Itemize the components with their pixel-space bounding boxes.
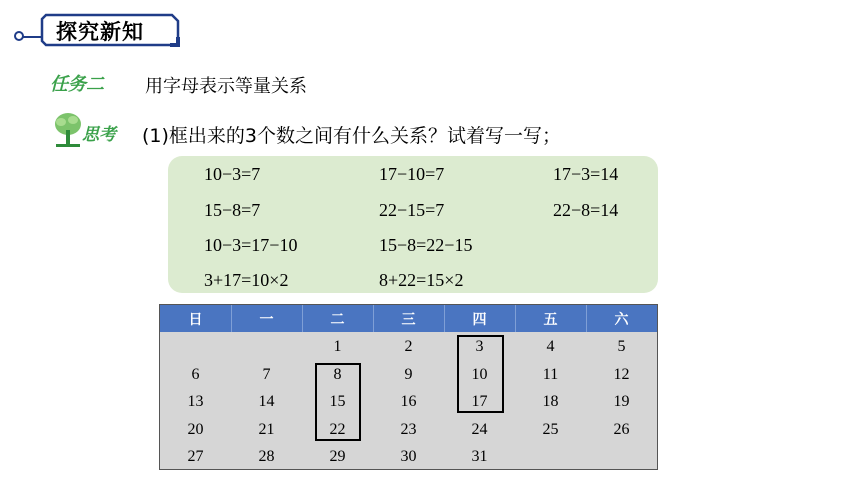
calendar-day: 30 — [400, 448, 417, 465]
calendar-day: 21 — [258, 421, 275, 438]
calendar-day: 13 — [187, 393, 204, 410]
selection-frame-thursday — [457, 335, 504, 413]
calendar-day: 14 — [258, 393, 275, 410]
equation: 8+22=15×2 — [379, 270, 464, 290]
calendar-day: 17 — [471, 393, 488, 410]
task-title: 用字母表示等量关系 — [145, 76, 307, 97]
equation: 15−8=7 — [204, 200, 261, 220]
calendar-day: 28 — [258, 448, 275, 465]
weekday-header: 五 — [543, 312, 558, 328]
calendar-day: 6 — [191, 366, 200, 383]
calendar-day: 23 — [400, 421, 417, 438]
equation: 22−8=14 — [553, 200, 619, 220]
equation: 3+17=10×2 — [204, 270, 289, 290]
question-text: (1)框出来的3个数之间有什么关系？试着写一写； — [142, 125, 562, 147]
calendar-day: 7 — [262, 366, 271, 383]
calendar-day: 15 — [329, 393, 346, 410]
calendar-day: 4 — [546, 338, 555, 355]
calendar-day: 31 — [471, 448, 488, 465]
equation: 10−3=7 — [204, 164, 261, 184]
weekday-header: 三 — [401, 312, 416, 328]
calendar-day: 3 — [475, 338, 484, 355]
weekday-header: 六 — [614, 312, 629, 328]
calendar-day: 10 — [471, 366, 488, 383]
equation: 17−10=7 — [379, 164, 445, 184]
equation: 15−8=22−15 — [379, 235, 473, 255]
think-label: 思考 — [82, 125, 116, 145]
calendar-day: 29 — [329, 448, 346, 465]
selection-frame-tuesday — [315, 363, 361, 441]
calendar-day: 20 — [187, 421, 204, 438]
weekday-header: 一 — [259, 312, 274, 328]
calendar-day: 18 — [542, 393, 559, 410]
calendar-day: 19 — [613, 393, 630, 410]
equation: 22−15=7 — [379, 200, 445, 220]
calendar-day: 26 — [613, 421, 630, 438]
calendar-day: 2 — [404, 338, 413, 355]
calendar-table — [159, 304, 658, 470]
calendar-day: 24 — [471, 421, 488, 438]
equation: 10−3=17−10 — [204, 235, 298, 255]
calendar-day: 5 — [617, 338, 626, 355]
calendar-day: 11 — [542, 366, 559, 383]
task-label: 任务二 — [50, 74, 104, 95]
calendar-day: 25 — [542, 421, 559, 438]
calendar-day: 22 — [329, 421, 346, 438]
section-title: 探究新知 — [56, 20, 144, 44]
header-dot-icon — [14, 31, 24, 41]
calendar-day: 1 — [333, 338, 342, 355]
calendar-day: 9 — [404, 366, 413, 383]
calendar-day: 12 — [613, 366, 630, 383]
weekday-header: 四 — [472, 312, 487, 328]
calendar-day: 27 — [187, 448, 204, 465]
calendar-day: 16 — [400, 393, 417, 410]
think-tree-icon — [52, 110, 122, 152]
equation: 17−3=14 — [553, 164, 619, 184]
calendar-header-row — [160, 305, 657, 332]
calendar-day: 8 — [333, 366, 342, 383]
equations-panel — [168, 156, 658, 293]
weekday-header: 日 — [188, 312, 203, 328]
weekday-header: 二 — [330, 312, 345, 328]
